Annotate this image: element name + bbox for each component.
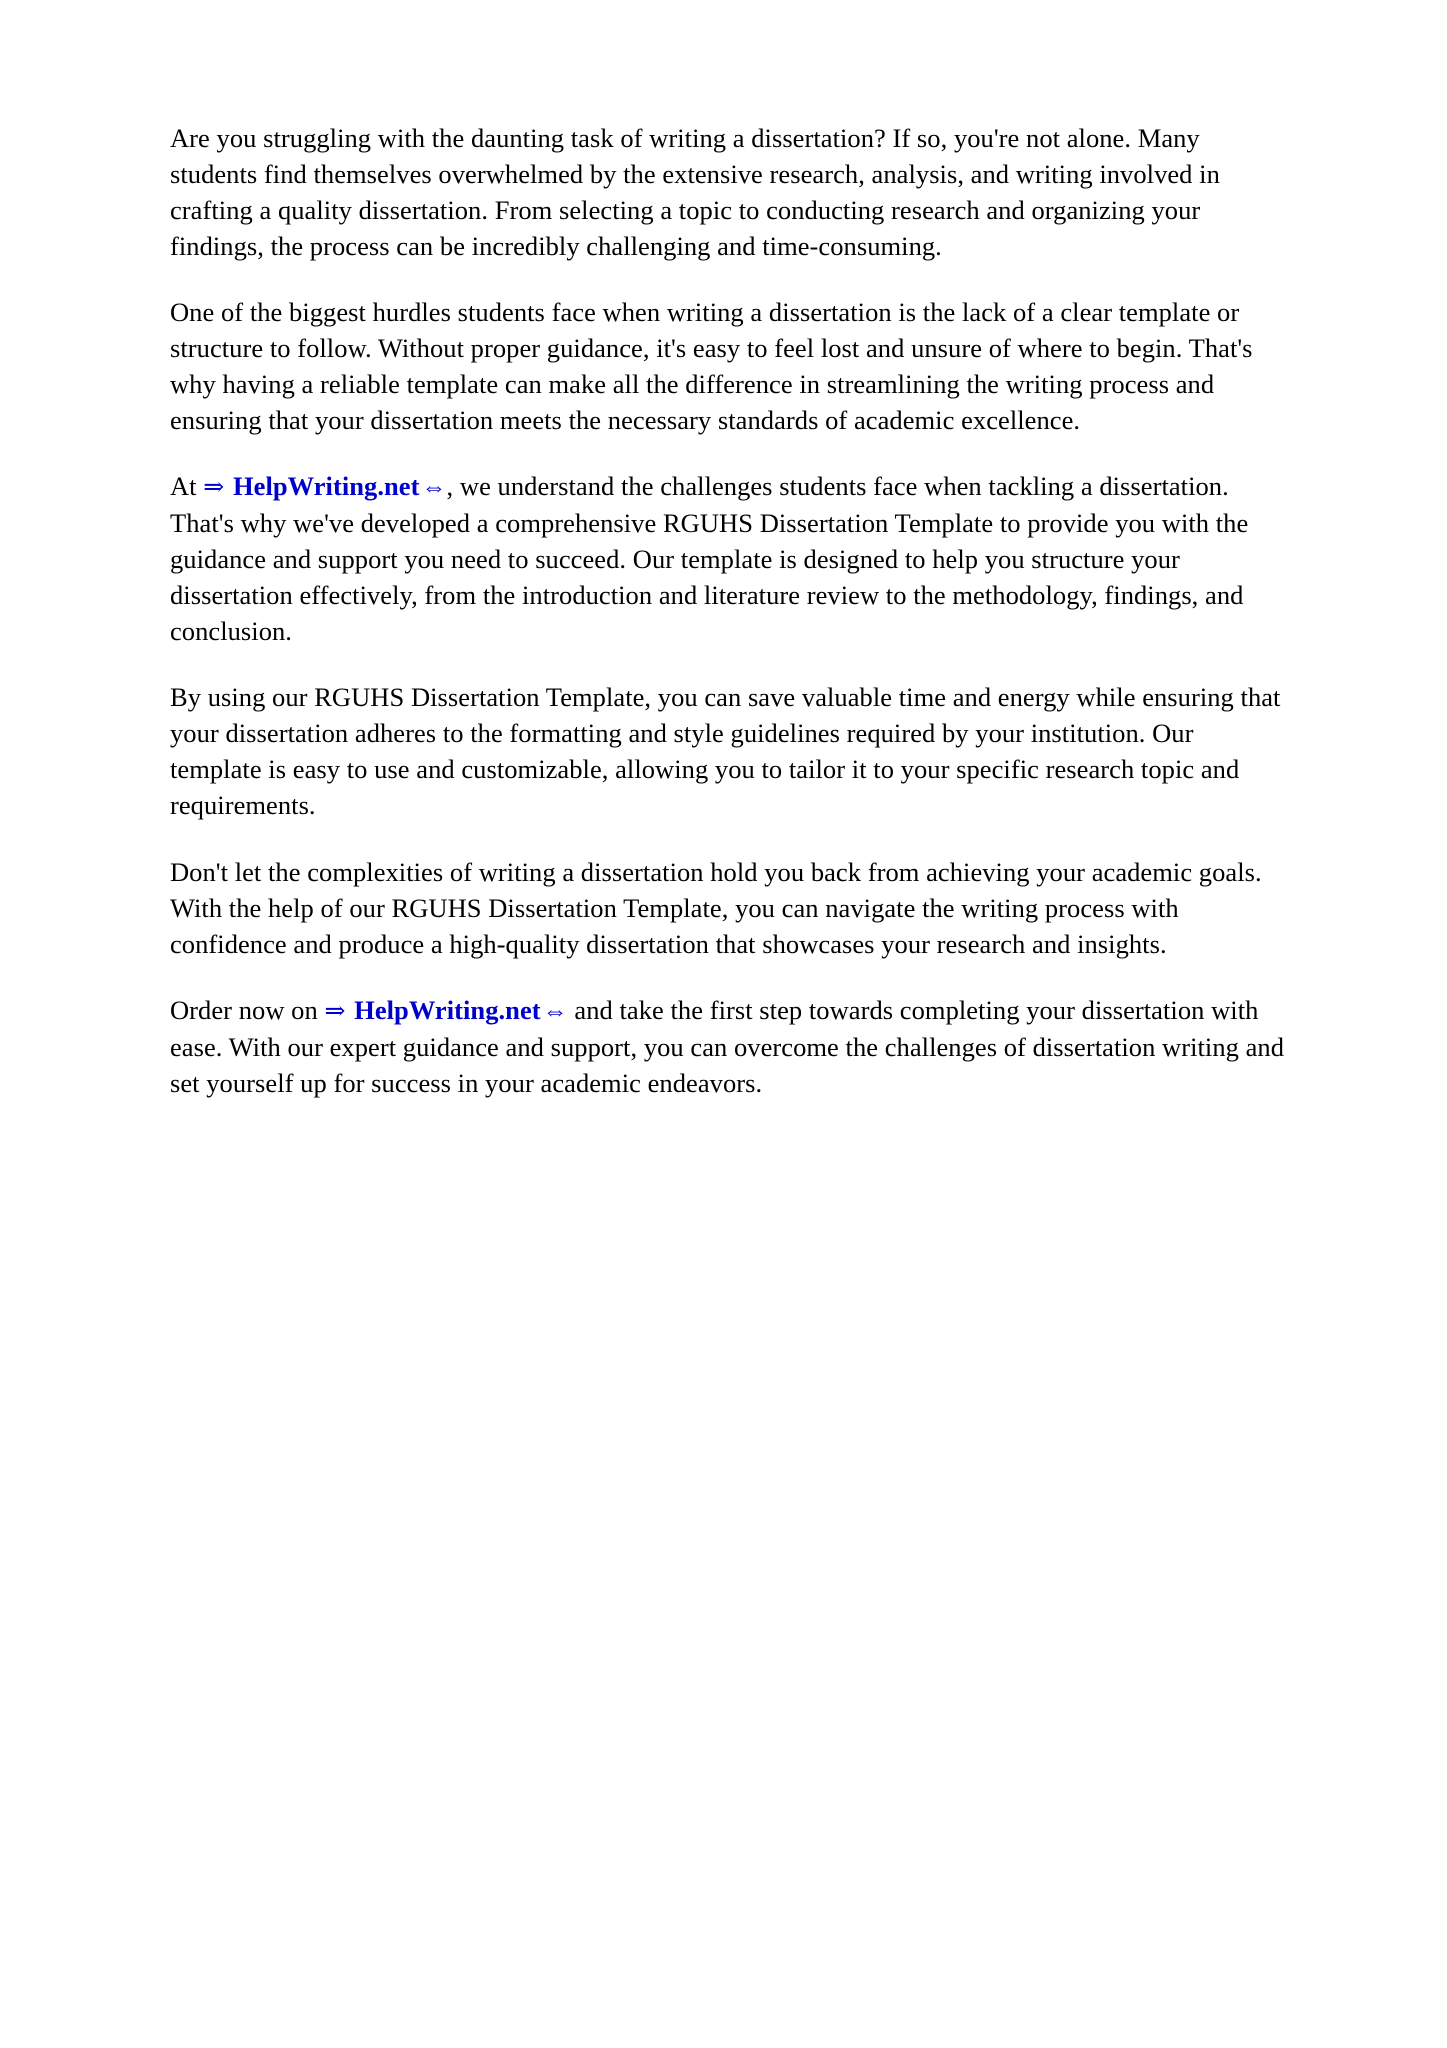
paragraph-6-suffix: and take the first step towards completing your dissertation with ease. With our expert guidance and support, you can overcome the challenges of dissertation writing and set yourself up for success in your academic endeavors. <box>170 994 1285 1098</box>
paragraph-6 <box>170 992 1285 1101</box>
double-arrow-left-right-icon: ⇔ <box>421 474 447 502</box>
paragraph-1: Are you struggling with the daunting task of writing a dissertation? If so, you're not alone. Many students find themselves overwhelmed by the extensive research, analysis, and writing involved in crafting a quality dissertation. From selecting a topic to conducting research and organizing your findings, the process can be incredibly challenging and time-consuming. <box>170 123 1220 262</box>
paragraph-4: By using our RGUHS Dissertation Template, you can save valuable time and energy while ensuring that your dissertation adheres to the formatting and style guidelines required by your institution. Our template is easy to use and customizable, allowing you to tailor it to your specific research topic and requirements. <box>170 682 1281 821</box>
paragraph-2: One of the biggest hurdles students face when writing a dissertation is the lack of a clear template or structure to follow. Without proper guidance, it's easy to feel lost and unsure of where to begin. That's why having a reliable template can make all the difference in streamlining the writing process and ensuring that your dissertation meets the necessary standards of academic excellence. <box>170 297 1253 436</box>
paragraph-3-suffix: , we understand the challenges students face when tackling a dissertation. That's why we've developed a comprehensive RGUHS Dissertation Template to provide you with the guidance and support you need to succeed. Our template is designed to help you structure your dissertation effectively, from the introduction and literature review to the methodology, findings, and conclusion. <box>170 471 1249 647</box>
double-arrow-right-icon-2: ⇒ <box>324 997 346 1025</box>
double-arrow-right-icon: ⇒ <box>203 474 225 502</box>
paragraph-3 <box>170 468 1285 649</box>
double-arrow-left-right-icon-2: ⇔ <box>542 997 568 1025</box>
helpwriting-link-2[interactable]: HelpWriting.net <box>354 994 541 1025</box>
paragraph-3-prefix: At <box>170 471 204 502</box>
helpwriting-link[interactable]: HelpWriting.net <box>232 471 420 502</box>
paragraph-5: Don't let the complexities of writing a dissertation hold you back from achieving your academic goals. With the help of our RGUHS Dissertation Template, you can navigate the writing process with confidence and produce a high-quality dissertation that showcases your research and insights. <box>170 856 1262 959</box>
document-body <box>170 120 1285 1101</box>
paragraph-6-prefix: Order now on <box>170 994 325 1025</box>
